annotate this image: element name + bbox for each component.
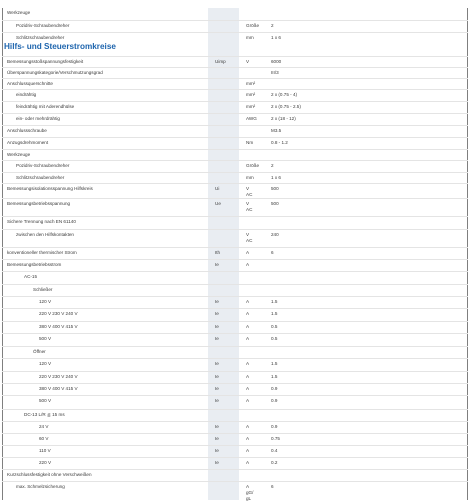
table-row xyxy=(2,371,468,383)
row-unit: A xyxy=(246,398,250,403)
row-label: Schlitzschraubendreher xyxy=(16,35,65,40)
row-unit: A gG/ gL xyxy=(246,484,254,501)
table-row xyxy=(2,183,468,198)
table-row xyxy=(2,296,468,308)
row-symbol: Uimp xyxy=(215,59,226,64)
table-row xyxy=(2,445,468,457)
row-unit: A xyxy=(246,299,250,304)
row-unit: mm xyxy=(246,175,254,180)
row-unit: A xyxy=(246,311,250,316)
row-value: 0.9 xyxy=(271,424,278,429)
row-unit: V xyxy=(246,59,250,64)
row-label: 120 V xyxy=(39,361,52,366)
row-value: 500 xyxy=(271,201,279,206)
row-unit: A xyxy=(246,250,250,255)
row-value: III/3 xyxy=(271,70,279,75)
table-row xyxy=(2,321,468,333)
row-unit: AWG xyxy=(246,116,257,121)
row-unit: A xyxy=(246,262,250,267)
row-label: Anzugsdrehmoment xyxy=(7,140,49,145)
row-unit: A xyxy=(246,386,250,391)
row-label: Werkzeuge xyxy=(7,10,31,15)
row-unit: V AC xyxy=(246,201,253,212)
row-label: zwischen den Hilfskontakten xyxy=(16,232,74,237)
row-label: eindrähtig xyxy=(16,92,37,97)
row-symbol: Ie xyxy=(215,398,219,403)
table-row xyxy=(2,247,468,259)
row-value: 0.2 xyxy=(271,460,278,465)
row-symbol: Ie xyxy=(215,299,219,304)
row-label: Werkzeuge xyxy=(7,152,31,157)
row-label: Bemessungsbetriebsstrom xyxy=(7,262,62,267)
row-symbol: Ie xyxy=(215,324,219,329)
table-row xyxy=(2,457,468,469)
row-symbol: Ie xyxy=(215,361,219,366)
row-value: 2 x (18 - 12) xyxy=(271,116,296,121)
row-symbol: Ie xyxy=(215,386,219,391)
row-value: 240 xyxy=(271,232,279,237)
row-label: Schließer xyxy=(33,287,53,292)
row-label: 60 V xyxy=(39,436,49,441)
table-row xyxy=(2,271,468,283)
table-row xyxy=(2,198,468,213)
row-value: 1.5 xyxy=(271,374,278,379)
row-label: 380 V 400 V 415 V xyxy=(39,386,78,391)
row-label: 500 V xyxy=(39,398,52,403)
row-label: Anschlussschraube xyxy=(7,128,47,133)
row-value: 2 x (0.75 - 2.5) xyxy=(271,104,301,109)
row-value: 0.75 xyxy=(271,436,280,441)
row-value: 0.8 - 1.2 xyxy=(271,140,288,145)
row-symbol: Ie xyxy=(215,336,219,341)
row-value: 0.5 xyxy=(271,324,278,329)
row-label: Pozidriv-Schraubendreher xyxy=(16,23,70,28)
row-label: 110 V xyxy=(39,448,51,453)
row-label: max. Schmelzsicherung xyxy=(16,484,65,489)
table-row xyxy=(2,229,468,244)
section-title: Hilfs- und Steuerstromkreise xyxy=(4,42,116,51)
row-label: 24 V xyxy=(39,424,49,429)
row-label: Schlitzschraubendreher xyxy=(16,175,65,180)
row-unit: mm² xyxy=(246,81,256,86)
table-row xyxy=(2,346,468,358)
row-symbol: Ie xyxy=(215,374,219,379)
row-value: 1 x 6 xyxy=(271,35,281,40)
row-unit: A xyxy=(246,424,250,429)
table-row xyxy=(2,259,468,271)
row-label: Bemessungsstoßspannungsfestigkeit xyxy=(7,59,84,64)
row-unit: A xyxy=(246,324,250,329)
row-symbol: Ith xyxy=(215,250,221,255)
row-value: 6 xyxy=(271,484,274,489)
row-symbol: Ie xyxy=(215,436,219,441)
row-label: feindrähtig mit Aderendhülse xyxy=(16,104,75,109)
row-unit: Größe xyxy=(246,163,260,168)
row-label: Pozidriv-Schraubendreher xyxy=(16,163,70,168)
table-row xyxy=(2,8,468,19)
table-row xyxy=(2,383,468,395)
row-unit: mm² xyxy=(246,92,256,97)
row-symbol: Ie xyxy=(215,424,219,429)
row-value: 6000 xyxy=(271,59,282,64)
row-label: 220 V xyxy=(39,460,52,465)
row-value: 0.4 xyxy=(271,448,278,453)
row-label: 220 V 230 V 240 V xyxy=(39,374,78,379)
row-value: 500 xyxy=(271,186,279,191)
table-row xyxy=(2,160,468,172)
table-row xyxy=(2,137,468,149)
row-label: Kurzschlussfestigkeit ohne Verschweißen xyxy=(7,472,92,477)
row-label: DC-13 L/R ≦ 15 ms xyxy=(24,412,65,417)
row-value: 1 x 6 xyxy=(271,175,281,180)
row-value: 1.5 xyxy=(271,299,278,304)
table-row xyxy=(2,125,468,137)
row-value: M3.5 xyxy=(271,128,282,133)
row-label: konventioneller thermischer Strom xyxy=(7,250,77,255)
row-value: 1.5 xyxy=(271,311,278,316)
row-unit: mm xyxy=(246,35,254,40)
row-value: 1.5 xyxy=(271,361,278,366)
row-value: 2 x (0.75 - 4) xyxy=(271,92,298,97)
row-unit: A xyxy=(246,448,250,453)
table-row xyxy=(2,20,468,32)
row-label: 380 V 400 V 415 V xyxy=(39,324,78,329)
row-unit: V AC xyxy=(246,186,253,197)
row-label: Bemessungsisolationsspannung Hilfskreis xyxy=(7,186,93,191)
row-unit: A xyxy=(246,436,250,441)
row-label: Anschlussquerschnitte xyxy=(7,81,53,86)
row-unit: mm² xyxy=(246,104,256,109)
table-row xyxy=(2,421,468,433)
row-value: 6 xyxy=(271,250,274,255)
row-symbol: Ue xyxy=(215,201,221,206)
table-row xyxy=(2,481,468,501)
row-value: 2 xyxy=(271,23,274,28)
row-label: Öffner xyxy=(33,349,46,354)
table-row xyxy=(2,284,468,296)
row-label: Überspannungskategorie/Verschmutzungsgrad xyxy=(7,70,103,75)
table-row xyxy=(2,469,468,481)
table-row xyxy=(2,32,468,44)
row-value: 2 xyxy=(271,163,274,168)
row-value: 0.9 xyxy=(271,386,278,391)
row-unit: A xyxy=(246,336,250,341)
row-symbol: Ie xyxy=(215,460,219,465)
row-unit: A xyxy=(246,460,250,465)
row-unit: Größe xyxy=(246,23,260,28)
row-unit: Nm xyxy=(246,140,254,145)
row-unit: A xyxy=(246,361,250,366)
table-row xyxy=(2,333,468,345)
table-row xyxy=(2,308,468,320)
row-label: 500 V xyxy=(39,336,52,341)
row-label: Sichere Trennung nach EN 61140 xyxy=(7,219,76,224)
row-label: ein- oder mehrdrähtig xyxy=(16,116,60,121)
row-value: 0.5 xyxy=(271,336,278,341)
row-label: Bemessungsbetriebsspannung xyxy=(7,201,71,206)
table-row xyxy=(2,216,468,228)
row-unit: A xyxy=(246,374,250,379)
table-row xyxy=(2,101,468,113)
row-symbol: Ie xyxy=(215,448,219,453)
table-row xyxy=(2,358,468,370)
row-symbol: Ie xyxy=(215,311,219,316)
table-row xyxy=(2,409,468,421)
table-row xyxy=(2,395,468,407)
row-label: 120 V xyxy=(39,299,52,304)
row-symbol: Ie xyxy=(215,262,219,267)
table-row xyxy=(2,113,468,125)
row-value: 0.9 xyxy=(271,398,278,403)
row-label: 220 V 230 V 240 V xyxy=(39,311,78,316)
table-row xyxy=(2,89,468,101)
row-label: AC-15 xyxy=(24,274,38,279)
row-unit: V AC xyxy=(246,232,253,243)
table-row xyxy=(2,433,468,445)
row-symbol: Ui xyxy=(215,186,220,191)
